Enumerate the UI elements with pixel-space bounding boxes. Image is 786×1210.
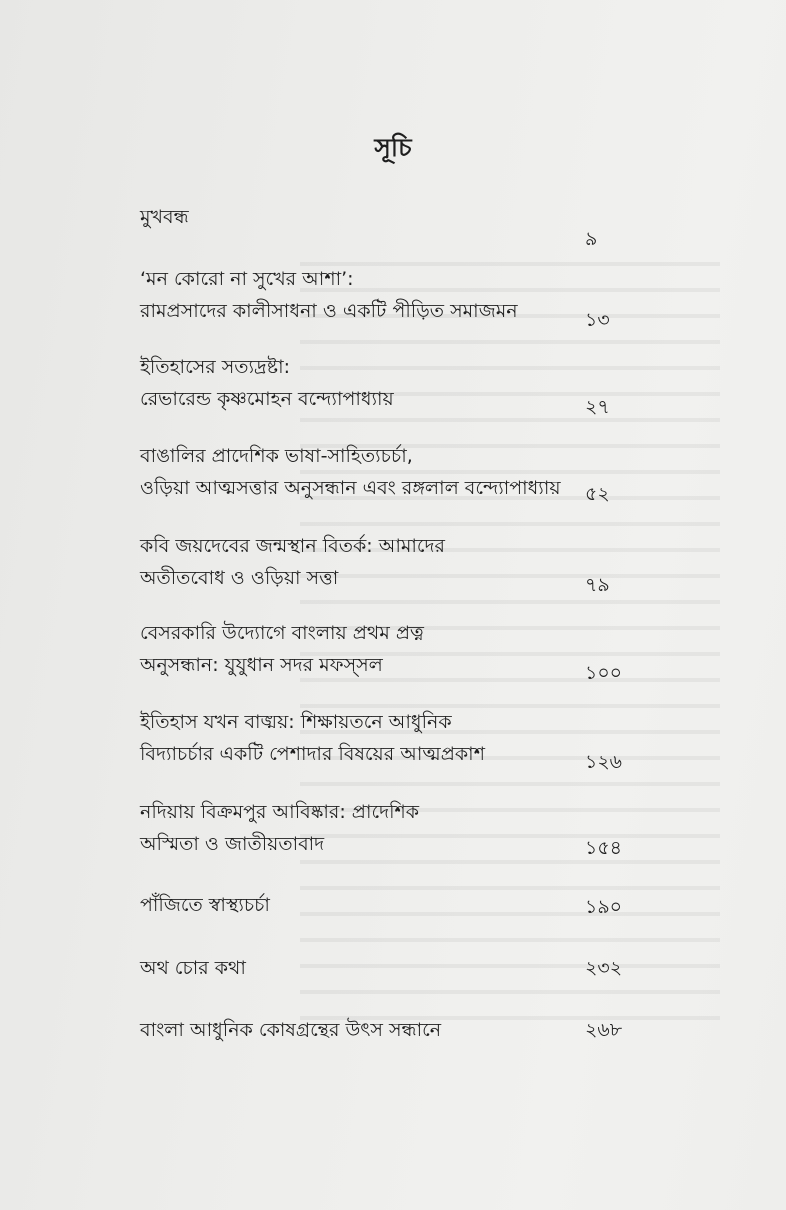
toc-entry xyxy=(140,1014,630,1046)
toc-entry xyxy=(140,952,630,984)
page-title: সূচি xyxy=(374,133,412,162)
toc-entry xyxy=(140,706,630,770)
entry-title-line: রেভারেন্ড কৃষ্ণমোহন বন্দ্যোপাধ্যায় xyxy=(140,388,394,410)
toc-entry xyxy=(140,889,630,921)
entry-title-line: রামপ্রসাদের কালীসাধনা ও একটি পীড়িত সমাজমন xyxy=(140,300,518,322)
entry-page-number: ১০০ xyxy=(585,662,623,684)
entry-title-line: নদিয়ায় বিক্রমপুর আবিষ্কার: প্রাদেশিক xyxy=(140,801,420,823)
entry-page-number: ৯ xyxy=(585,228,598,250)
entry-title-line: অনুসন্ধান: যুযুধান সদর মফস্সল xyxy=(140,654,383,676)
entry-page-number: ৭৯ xyxy=(585,574,610,596)
entry-title-line: বিদ্যাচর্চার একটি পেশাদার বিষয়ের আত্মপ্রকাশ xyxy=(140,743,485,765)
entry-title-line: ওড়িয়া আত্মসত্তার অনুসন্ধান এবং রঙ্গলাল বন্দ্যোপাধ্যায় xyxy=(140,477,561,499)
entry-page-number: ১৩ xyxy=(585,309,610,331)
entry-page-number: ৫২ xyxy=(585,483,610,505)
entry-title-line: অস্মিতা ও জাতীয়তাবাদ xyxy=(140,833,325,855)
toc-entry xyxy=(140,440,630,504)
toc-entry xyxy=(140,351,630,415)
entry-page-number: ২৭ xyxy=(585,396,610,418)
entry-title-line: বাংলা আধুনিক কোষগ্রন্থের উৎস সন্ধানে xyxy=(140,1019,442,1041)
entry-title-line: পাঁজিতে স্বাস্থ্যচর্চা xyxy=(140,894,270,916)
entry-page-number: ১৫৪ xyxy=(585,837,622,859)
entry-page-number: ২৩২ xyxy=(585,957,623,979)
entry-title-line: অতীতবোধ ও ওড়িয়া সত্তা xyxy=(140,567,339,589)
toc-entry xyxy=(140,201,630,233)
entry-title-line: বাঙালির প্রাদেশিক ভাষা-সাহিত্যচর্চা, xyxy=(140,445,413,467)
entry-title-line: ইতিহাস যখন বাঙ্ময়: শিক্ষায়তনে আধুনিক xyxy=(140,711,452,733)
toc-entry xyxy=(140,263,630,327)
entry-title-line: অথ চোর কথা xyxy=(140,957,246,979)
entry-page-number: ১৯০ xyxy=(585,896,623,918)
entry-title-line: বেসরকারি উদ্যোগে বাংলায় প্রথম প্রত্ন xyxy=(140,622,424,644)
entry-title-line: মুখবন্ধ xyxy=(140,206,189,228)
entry-title-line: ‘মন কোরো না সুখের আশা’: xyxy=(140,268,354,290)
toc-entry xyxy=(140,796,630,860)
entry-page-number: ২৬৮ xyxy=(585,1019,623,1041)
entry-page-number: ১২৬ xyxy=(585,751,623,773)
toc-entry xyxy=(140,617,630,681)
toc-entry xyxy=(140,530,630,594)
entry-title-line: ইতিহাসের সত্যদ্রষ্টা: xyxy=(140,356,290,378)
entry-title-line: কবি জয়দেবের জন্মস্থান বিতর্ক: আমাদের xyxy=(140,535,445,557)
